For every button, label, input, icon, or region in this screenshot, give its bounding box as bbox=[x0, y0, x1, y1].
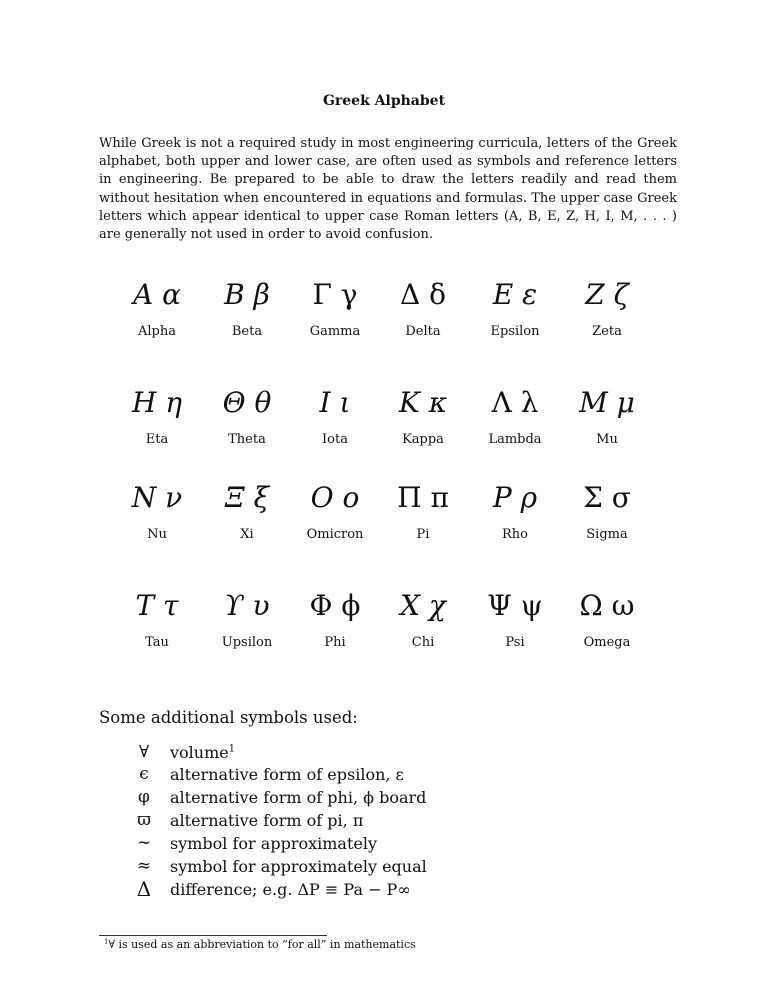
letter-name: Theta bbox=[228, 432, 266, 447]
letter-name: Kappa bbox=[402, 432, 444, 447]
letter-name: Omega bbox=[583, 635, 631, 650]
tilde-symbol: ∼ bbox=[136, 833, 152, 853]
letter-cell-chi bbox=[378, 589, 468, 651]
letter-glyph: A α bbox=[132, 278, 182, 311]
phi-alt-symbol: φ bbox=[138, 787, 150, 807]
footnote bbox=[104, 937, 416, 953]
symbol-description: symbol for approximately bbox=[170, 834, 377, 853]
letter-cell-delta bbox=[378, 278, 468, 340]
letter-name: Lambda bbox=[488, 432, 542, 447]
letter-name: Rho bbox=[502, 527, 528, 542]
letter-cell-omicron bbox=[290, 481, 380, 543]
letter-name: Beta bbox=[231, 324, 263, 339]
letter-name: Delta bbox=[405, 324, 441, 339]
letter-cell-mu bbox=[562, 386, 652, 448]
letter-name: Tau bbox=[145, 635, 169, 650]
symbol-description: symbol for approximately equal bbox=[170, 857, 427, 876]
footnote-text: ∀ is used as an abbreviation to “for all” in mathematics bbox=[108, 938, 416, 951]
footnote-number: 1 bbox=[104, 937, 109, 946]
intro-paragraph: While Greek is not a required study in most engineering curricula, letters of the Greek alphabet, both upper and lower case, are often used as symbols and reference letters in engineering. Be prepared to be able to draw the letters readily and read them without hesitation when encountered in equations and formulas. The upper case Greek letters which appear identical to upper case Roman letters (A, B, E, Z, H, I, M, . . . ) are generally not used in order to avoid confusion. bbox=[99, 136, 677, 243]
letter-name: Psi bbox=[505, 635, 525, 650]
letter-row bbox=[112, 481, 652, 561]
letter-name: Sigma bbox=[586, 527, 628, 542]
letter-glyph: Ξ ξ bbox=[224, 481, 270, 514]
letter-glyph: X χ bbox=[400, 589, 446, 622]
letter-glyph: Ω ω bbox=[579, 589, 635, 622]
letter-glyph: Λ λ bbox=[491, 386, 539, 419]
approx-equal-symbol: ≈ bbox=[136, 856, 152, 876]
letter-glyph: B β bbox=[224, 278, 270, 311]
letter-cell-gamma bbox=[290, 278, 380, 340]
letter-glyph: Z ζ bbox=[585, 278, 629, 311]
letter-glyph: Π π bbox=[397, 481, 449, 514]
letter-cell-zeta bbox=[562, 278, 652, 340]
letter-cell-psi bbox=[470, 589, 560, 651]
epsilon-alt-symbol: ϵ bbox=[139, 764, 149, 784]
letter-name: Upsilon bbox=[221, 635, 273, 650]
symbol-description-text: volume bbox=[170, 743, 229, 762]
letter-cell-epsilon bbox=[470, 278, 560, 340]
letter-cell-phi bbox=[290, 589, 380, 651]
pi-alt-symbol: ϖ bbox=[137, 810, 151, 830]
letter-name: Iota bbox=[322, 432, 348, 447]
letter-cell-sigma bbox=[562, 481, 652, 543]
symbol-description: alternative form of pi, π bbox=[170, 811, 364, 830]
letter-glyph: P ρ bbox=[492, 481, 538, 514]
letter-name: Xi bbox=[240, 527, 254, 542]
letter-row bbox=[112, 386, 652, 466]
letter-name: Eta bbox=[145, 432, 169, 447]
letter-cell-upsilon bbox=[202, 589, 292, 651]
letter-name: Alpha bbox=[138, 324, 176, 339]
letter-cell-xi bbox=[202, 481, 292, 543]
letter-glyph: N ν bbox=[131, 481, 183, 514]
letter-cell-lambda bbox=[470, 386, 560, 448]
letter-name: Mu bbox=[596, 432, 618, 447]
letter-glyph: Θ θ bbox=[222, 386, 272, 419]
letter-glyph: H η bbox=[131, 386, 183, 419]
letter-glyph: Ψ ψ bbox=[487, 589, 543, 622]
letter-glyph: O o bbox=[310, 481, 360, 514]
footnote-marker: 1 bbox=[228, 743, 236, 755]
letter-name: Nu bbox=[147, 527, 167, 542]
letter-name: Zeta bbox=[592, 324, 622, 339]
letter-row bbox=[112, 589, 652, 669]
symbol-description: alternative form of phi, ϕ board bbox=[170, 788, 427, 807]
letter-cell-eta bbox=[112, 386, 202, 448]
letter-name: Gamma bbox=[309, 324, 361, 339]
letter-cell-tau bbox=[112, 589, 202, 651]
letter-cell-omega bbox=[562, 589, 652, 651]
letter-name: Chi bbox=[411, 635, 435, 650]
letter-name: Omicron bbox=[306, 527, 364, 542]
additional-symbols-heading: Some additional symbols used: bbox=[99, 708, 358, 727]
letter-cell-iota bbox=[290, 386, 380, 448]
for-all-symbol: ∀ bbox=[138, 742, 150, 762]
letter-glyph: E ε bbox=[492, 278, 538, 311]
letter-cell-kappa bbox=[378, 386, 468, 448]
letter-glyph: Φ ϕ bbox=[309, 589, 361, 622]
page-title: Greek Alphabet bbox=[322, 93, 446, 109]
letter-name: Pi bbox=[416, 527, 430, 542]
letter-cell-nu bbox=[112, 481, 202, 543]
letter-glyph: Σ σ bbox=[583, 481, 631, 514]
symbol-description: difference; e.g. ΔP ≡ Pa − P∞ bbox=[170, 880, 411, 899]
delta-symbol: Δ bbox=[136, 877, 152, 901]
letter-row bbox=[112, 278, 652, 358]
symbol-description bbox=[170, 741, 235, 764]
letter-name: Phi bbox=[324, 635, 346, 650]
symbol-description: alternative form of epsilon, ε bbox=[170, 765, 404, 784]
letter-glyph: M μ bbox=[579, 386, 635, 419]
footnote-rule bbox=[99, 935, 327, 936]
letter-glyph: T τ bbox=[135, 589, 179, 622]
letter-glyph: ϒ υ bbox=[224, 589, 270, 622]
letter-glyph: I ι bbox=[319, 386, 351, 419]
letter-glyph: Γ γ bbox=[312, 278, 358, 311]
letter-cell-rho bbox=[470, 481, 560, 543]
letter-cell-theta bbox=[202, 386, 292, 448]
letter-name: Epsilon bbox=[490, 324, 540, 339]
letter-glyph: Δ δ bbox=[400, 278, 446, 311]
letter-cell-pi bbox=[378, 481, 468, 543]
letter-cell-alpha bbox=[112, 278, 202, 340]
letter-cell-beta bbox=[202, 278, 292, 340]
letter-glyph: K κ bbox=[398, 386, 448, 419]
